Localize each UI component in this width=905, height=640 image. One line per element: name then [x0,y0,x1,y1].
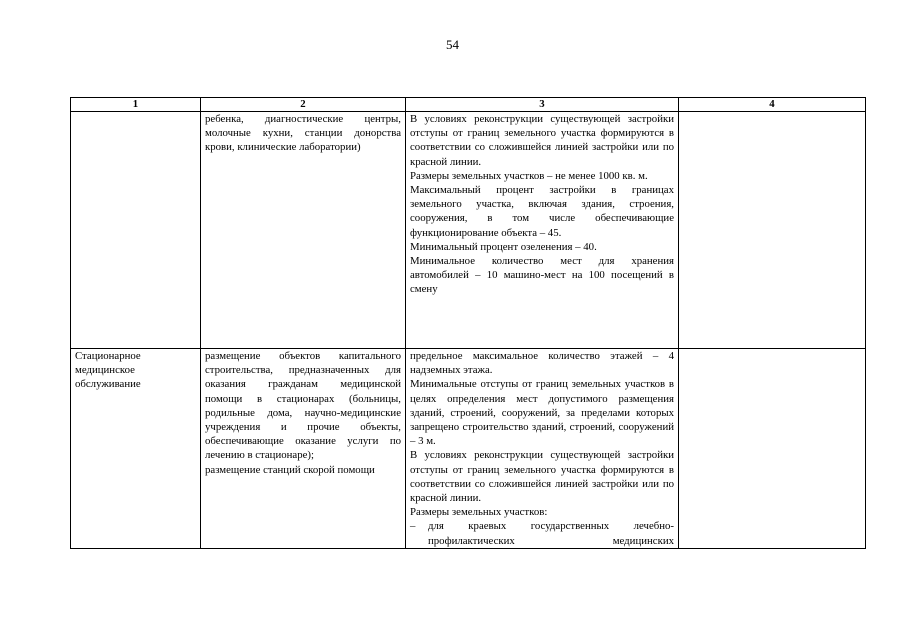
use-description-cell [201,349,406,549]
parameter-paragraph: предельное максимальное количество этажей – 4 надземных этажа. [410,350,674,377]
list-item-text: для краевых государственных лечебно-профилактических медицинских [428,520,674,547]
parameter-paragraph: Минимальные отступы от границ земельных участков в целях определения мест допустимого размещения зданий, строений, сооружений, за пределами которых запрещено строительство зданий, строений, сооружений – 3 м. [410,378,674,448]
list-item [410,519,674,547]
column-header-4: 4 [679,98,866,112]
use-type-cell [71,112,201,349]
use-description-text: размещение объектов капитального строительства, предназначенных для оказания гражданам медицинской помощи в стационарах (больницы, родильные дома, научно-медицинские учреждения и прочие объекты, обеспечивающие оказание услуги по лечению в стационаре); [205,350,401,462]
notes-cell [679,112,866,349]
notes-cell [679,349,866,549]
use-description-text: ребенка, диагностические центры, молочные кухни, станции донорства крови, клинические лаборатории) [205,113,401,154]
parameter-paragraph: Минимальное количество мест для хранения автомобилей – 10 машино-мест на 100 посещений в смену [410,255,674,296]
use-type-text: Стационарное медицинское обслуживание [75,350,141,391]
parameter-paragraph: Минимальный процент озеленения – 40. [410,240,597,253]
parameter-paragraph: Размеры земельных участков – не менее 1000 кв. м. [410,169,648,182]
parameter-paragraph: В условиях реконструкции существующей застройки отступы от границ земельного участка формируются в соответствии со сложившейся линией застройки или по красной линии. [410,449,674,505]
use-type-cell [71,349,201,549]
column-header-1: 1 [71,98,201,112]
regulations-table [70,97,866,549]
table-row [71,349,866,549]
parameter-paragraph: Размеры земельных участков: [410,506,548,519]
column-header-3: 3 [406,98,679,112]
use-description-text: размещение станций скорой помощи [205,463,375,476]
parameter-paragraph: В условиях реконструкции существующей застройки отступы от границ земельного участка формируются в соответствии со сложившейся линией застройки или по красной линии. [410,113,674,168]
use-description-cell [201,112,406,349]
table-row [71,112,866,349]
column-header-2: 2 [201,98,406,112]
parameters-cell [406,349,679,549]
list-dash-marker: – [410,520,416,533]
page-number: 54 [446,37,459,52]
parameter-paragraph: Максимальный процент застройки в границах земельного участка, включая здания, строения, сооружения, в том числе обеспечивающие функционирование объекта – 45. [410,184,674,239]
table-header-row [71,98,866,112]
parameters-cell [406,112,679,349]
